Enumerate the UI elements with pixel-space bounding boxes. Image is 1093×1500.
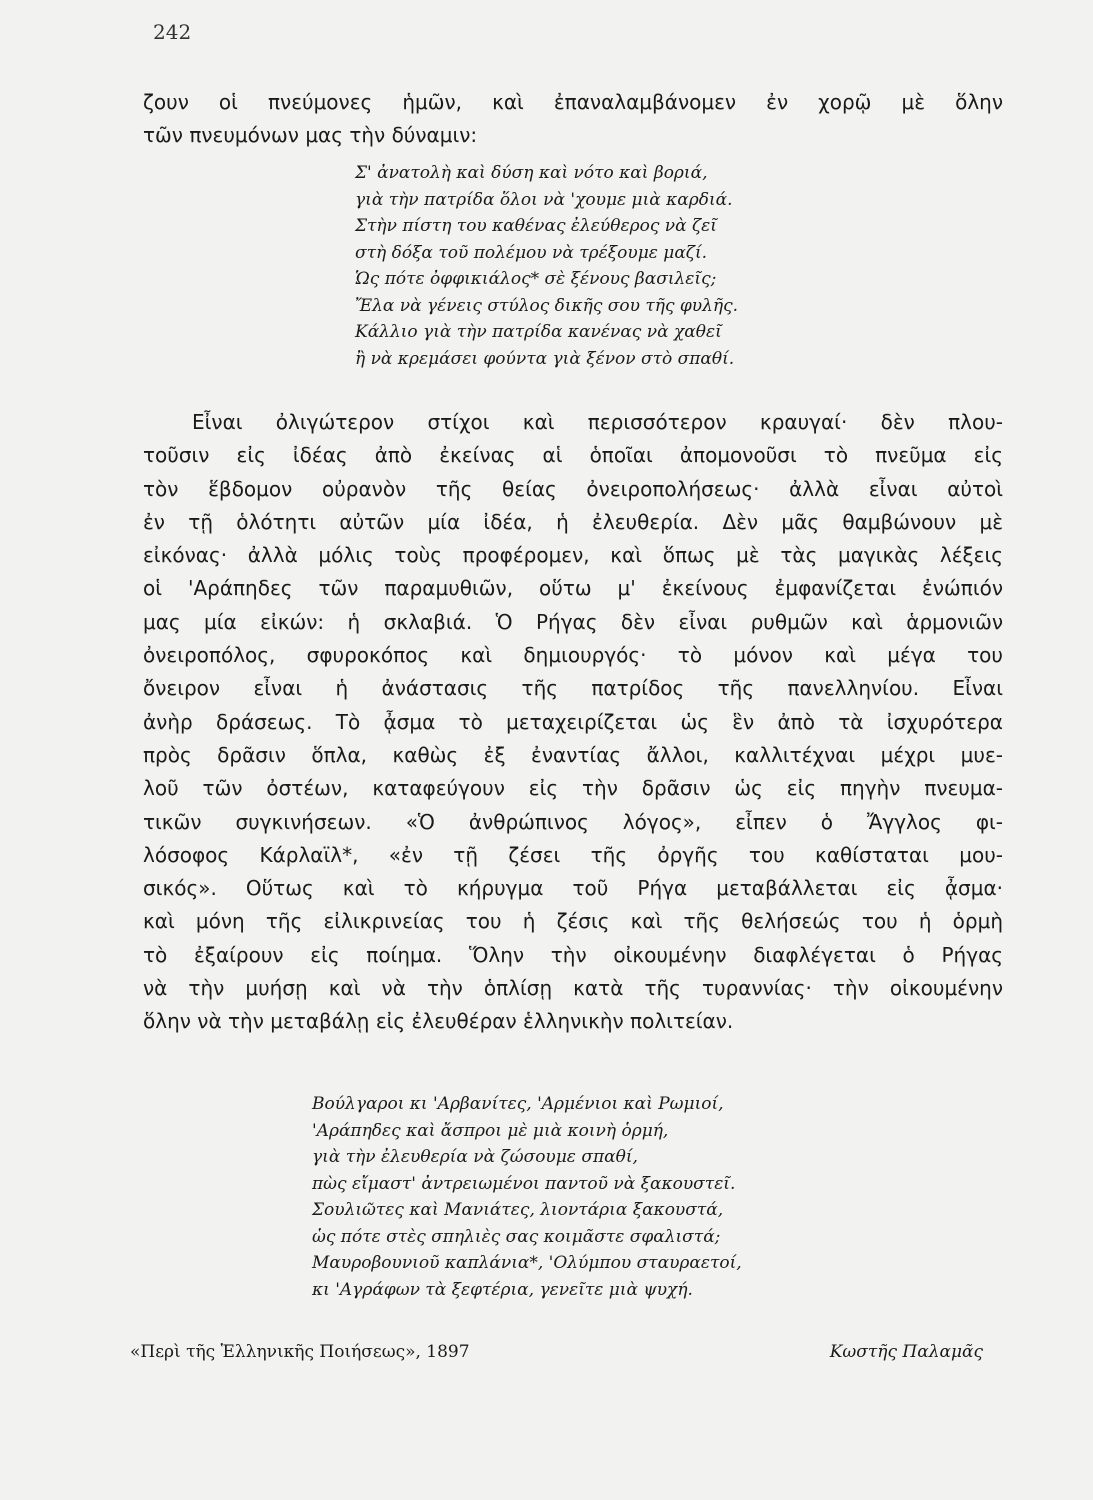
- text-line: ὅλην νὰ τὴν μεταβάλῃ εἰς ἐλευθέραν ἑλληνικὴν πολιτείαν.: [143, 1009, 734, 1034]
- text-line: νὰ τὴν μυήσῃ καὶ νὰ τὴν ὁπλίσῃ κατὰ τῆς τυραννίας· τὴν οἰκουμένην: [143, 976, 1003, 1001]
- page-number: 242: [153, 20, 192, 44]
- text-line: ὄνειρον εἶναι ἡ ἀνάστασις τῆς πατρίδος τῆς πανελληνίου. Εἶναι: [143, 676, 1003, 701]
- text-line: οἱ 'Αράπηδες τῶν παραμυθιῶν, οὕτω μ' ἐκείνους ἐμφανίζεται ἐνώπιόν: [143, 576, 1003, 601]
- poem-line: Ὡς πότε ὀφφικιάλος* σὲ ξένους βασιλεῖς;: [355, 269, 717, 289]
- source-citation: «Περὶ τῆς Ἑλληνικῆς Ποιήσεως», 1897: [130, 1342, 470, 1362]
- poem-line: κι 'Αγράφων τὰ ξεφτέρια, γενεῖτε μιὰ ψυχή.: [312, 1279, 693, 1300]
- poem-line: Κάλλιο γιὰ τὴν πατρίδα κανένας νὰ χαθεῖ: [355, 322, 722, 342]
- text-line: μας μία εἰκών: ἡ σκλαβιά. Ὁ Ρήγας δὲν εἶναι ρυθμῶν καὶ ἁρμονιῶν: [143, 609, 1003, 634]
- poem-line: Σουλιῶτες καὶ Μανιάτες, λιοντάρια ξακουστά,: [312, 1200, 724, 1220]
- poem-line: Στὴν πίστη του καθένας ἐλεύθερος νὰ ζεῖ: [355, 216, 717, 236]
- poem-line: Μαυροβουνιοῦ καπλάνια*, 'Ολύμπου σταυραετοί,: [312, 1253, 742, 1273]
- text-line: πρὸς δρᾶσιν ὅπλα, καθὼς ἐξ ἐναντίας ἄλλοι, καλλιτέχναι μέχρι μυε-: [143, 742, 1003, 767]
- text-line: λοῦ τῶν ὀστέων, καταφεύγουν εἰς τὴν δρᾶσιν ὡς εἰς πηγὴν πνευμα-: [143, 776, 1003, 801]
- text-line: τὸ ἐξαίρουν εἰς ποίημα. Ὅλην τὴν οἰκουμένην διαφλέγεται ὁ Ρήγας: [143, 942, 1003, 967]
- text-line: λόσοφος Κάρλαϊλ*, «ἐν τῇ ζέσει τῆς ὀργῆς του καθίσταται μου-: [143, 842, 1003, 867]
- poem-stanza-2: [312, 1091, 742, 1303]
- poem-line: Σ' ἀνατολὴ καὶ δύση καὶ νότο καὶ βοριά,: [355, 163, 708, 183]
- poem-line: γιὰ τὴν ἐλευθερία νὰ ζώσουμε σπαθί,: [312, 1147, 638, 1167]
- poem-line: στὴ δόξα τοῦ πολέμου νὰ τρέξουμε μαζί.: [355, 242, 708, 263]
- text-line: καὶ μόνη τῆς εἰλικρινείας του ἡ ζέσις καὶ τῆς θελήσεώς του ἡ ὁρμὴ: [143, 909, 1003, 934]
- poem-line: ὡς πότε στὲς σπηλιὲς σας κοιμᾶστε σφαλιστά;: [312, 1226, 721, 1247]
- paragraph-main: [143, 406, 1003, 1039]
- text-line: τὸν ἕβδομον οὐρανὸν τῆς θείας ὀνειροπολήσεως· ἀλλὰ εἶναι αὐτοὶ: [143, 476, 1003, 501]
- poem-line: Ἔλα νὰ γένεις στύλος δικῆς σου τῆς φυλῆς.: [355, 295, 738, 316]
- poem-line: γιὰ τὴν πατρίδα ὅλοι νὰ 'χουμε μιὰ καρδιά.: [355, 189, 733, 210]
- text-line: σικός». Οὕτως καὶ τὸ κήρυγμα τοῦ Ρήγα μεταβάλλεται εἰς ᾆσμα·: [143, 876, 1003, 901]
- poem-stanza-1: [355, 160, 738, 372]
- paragraph-intro: [143, 86, 1003, 153]
- author-signature: Κωστῆς Παλαμᾶς: [829, 1342, 983, 1362]
- poem-line: 'Αράπηδες καὶ ἄσπροι μὲ μιὰ κοινὴ ὁρμή,: [312, 1120, 669, 1141]
- text-line: τικῶν συγκινήσεων. «Ὁ ἀνθρώπινος λόγος», εἶπεν ὁ Ἄγγλος φι-: [143, 809, 1003, 834]
- text-line: εἰκόνας· ἀλλὰ μόλις τοὺς προφέρομεν, καὶ ὅπως μὲ τὰς μαγικὰς λέξεις: [143, 543, 1003, 568]
- text-line: τῶν πνευμόνων μας τὴν δύναμιν:: [143, 123, 478, 148]
- text-line: ζουν οἱ πνεύμονες ἡμῶν, καὶ ἐπαναλαμβάνομεν ἐν χορῷ μὲ ὅλην: [143, 90, 1003, 114]
- text-line: Εἶναι ὀλιγώτερον στίχοι καὶ περισσότερον κραυγαί· δὲν πλου-: [192, 410, 1003, 434]
- text-line: ὀνειροπόλος, σφυροκόπος καὶ δημιουργός· τὸ μόνον καὶ μέγα του: [143, 643, 1003, 668]
- poem-line: Βούλγαροι κι 'Αρβανίτες, 'Αρμένιοι καὶ Ρωμιοί,: [312, 1094, 724, 1114]
- poem-line: πὼς εἴμαστ' ἀντρειωμένοι παντοῦ νὰ ξακουστεῖ.: [312, 1173, 736, 1194]
- text-line: ἐν τῇ ὁλότητι αὐτῶν μία ἰδέα, ἡ ἐλευθερία. Δὲν μᾶς θαμβώνουν μὲ: [143, 509, 1003, 534]
- text-line: ἀνὴρ δράσεως. Τὸ ᾆσμα τὸ μεταχειρίζεται ὡς ἓν ἀπὸ τὰ ἰσχυρότερα: [143, 709, 1003, 734]
- poem-line: ἢ νὰ κρεμάσει φούντα γιὰ ξένον στὸ σπαθί.: [355, 348, 735, 369]
- text-line: τοῦσιν εἰς ἰδέας ἀπὸ ἐκείνας αἱ ὁποῖαι ἀπομονοῦσι τὸ πνεῦμα εἰς: [143, 443, 1003, 468]
